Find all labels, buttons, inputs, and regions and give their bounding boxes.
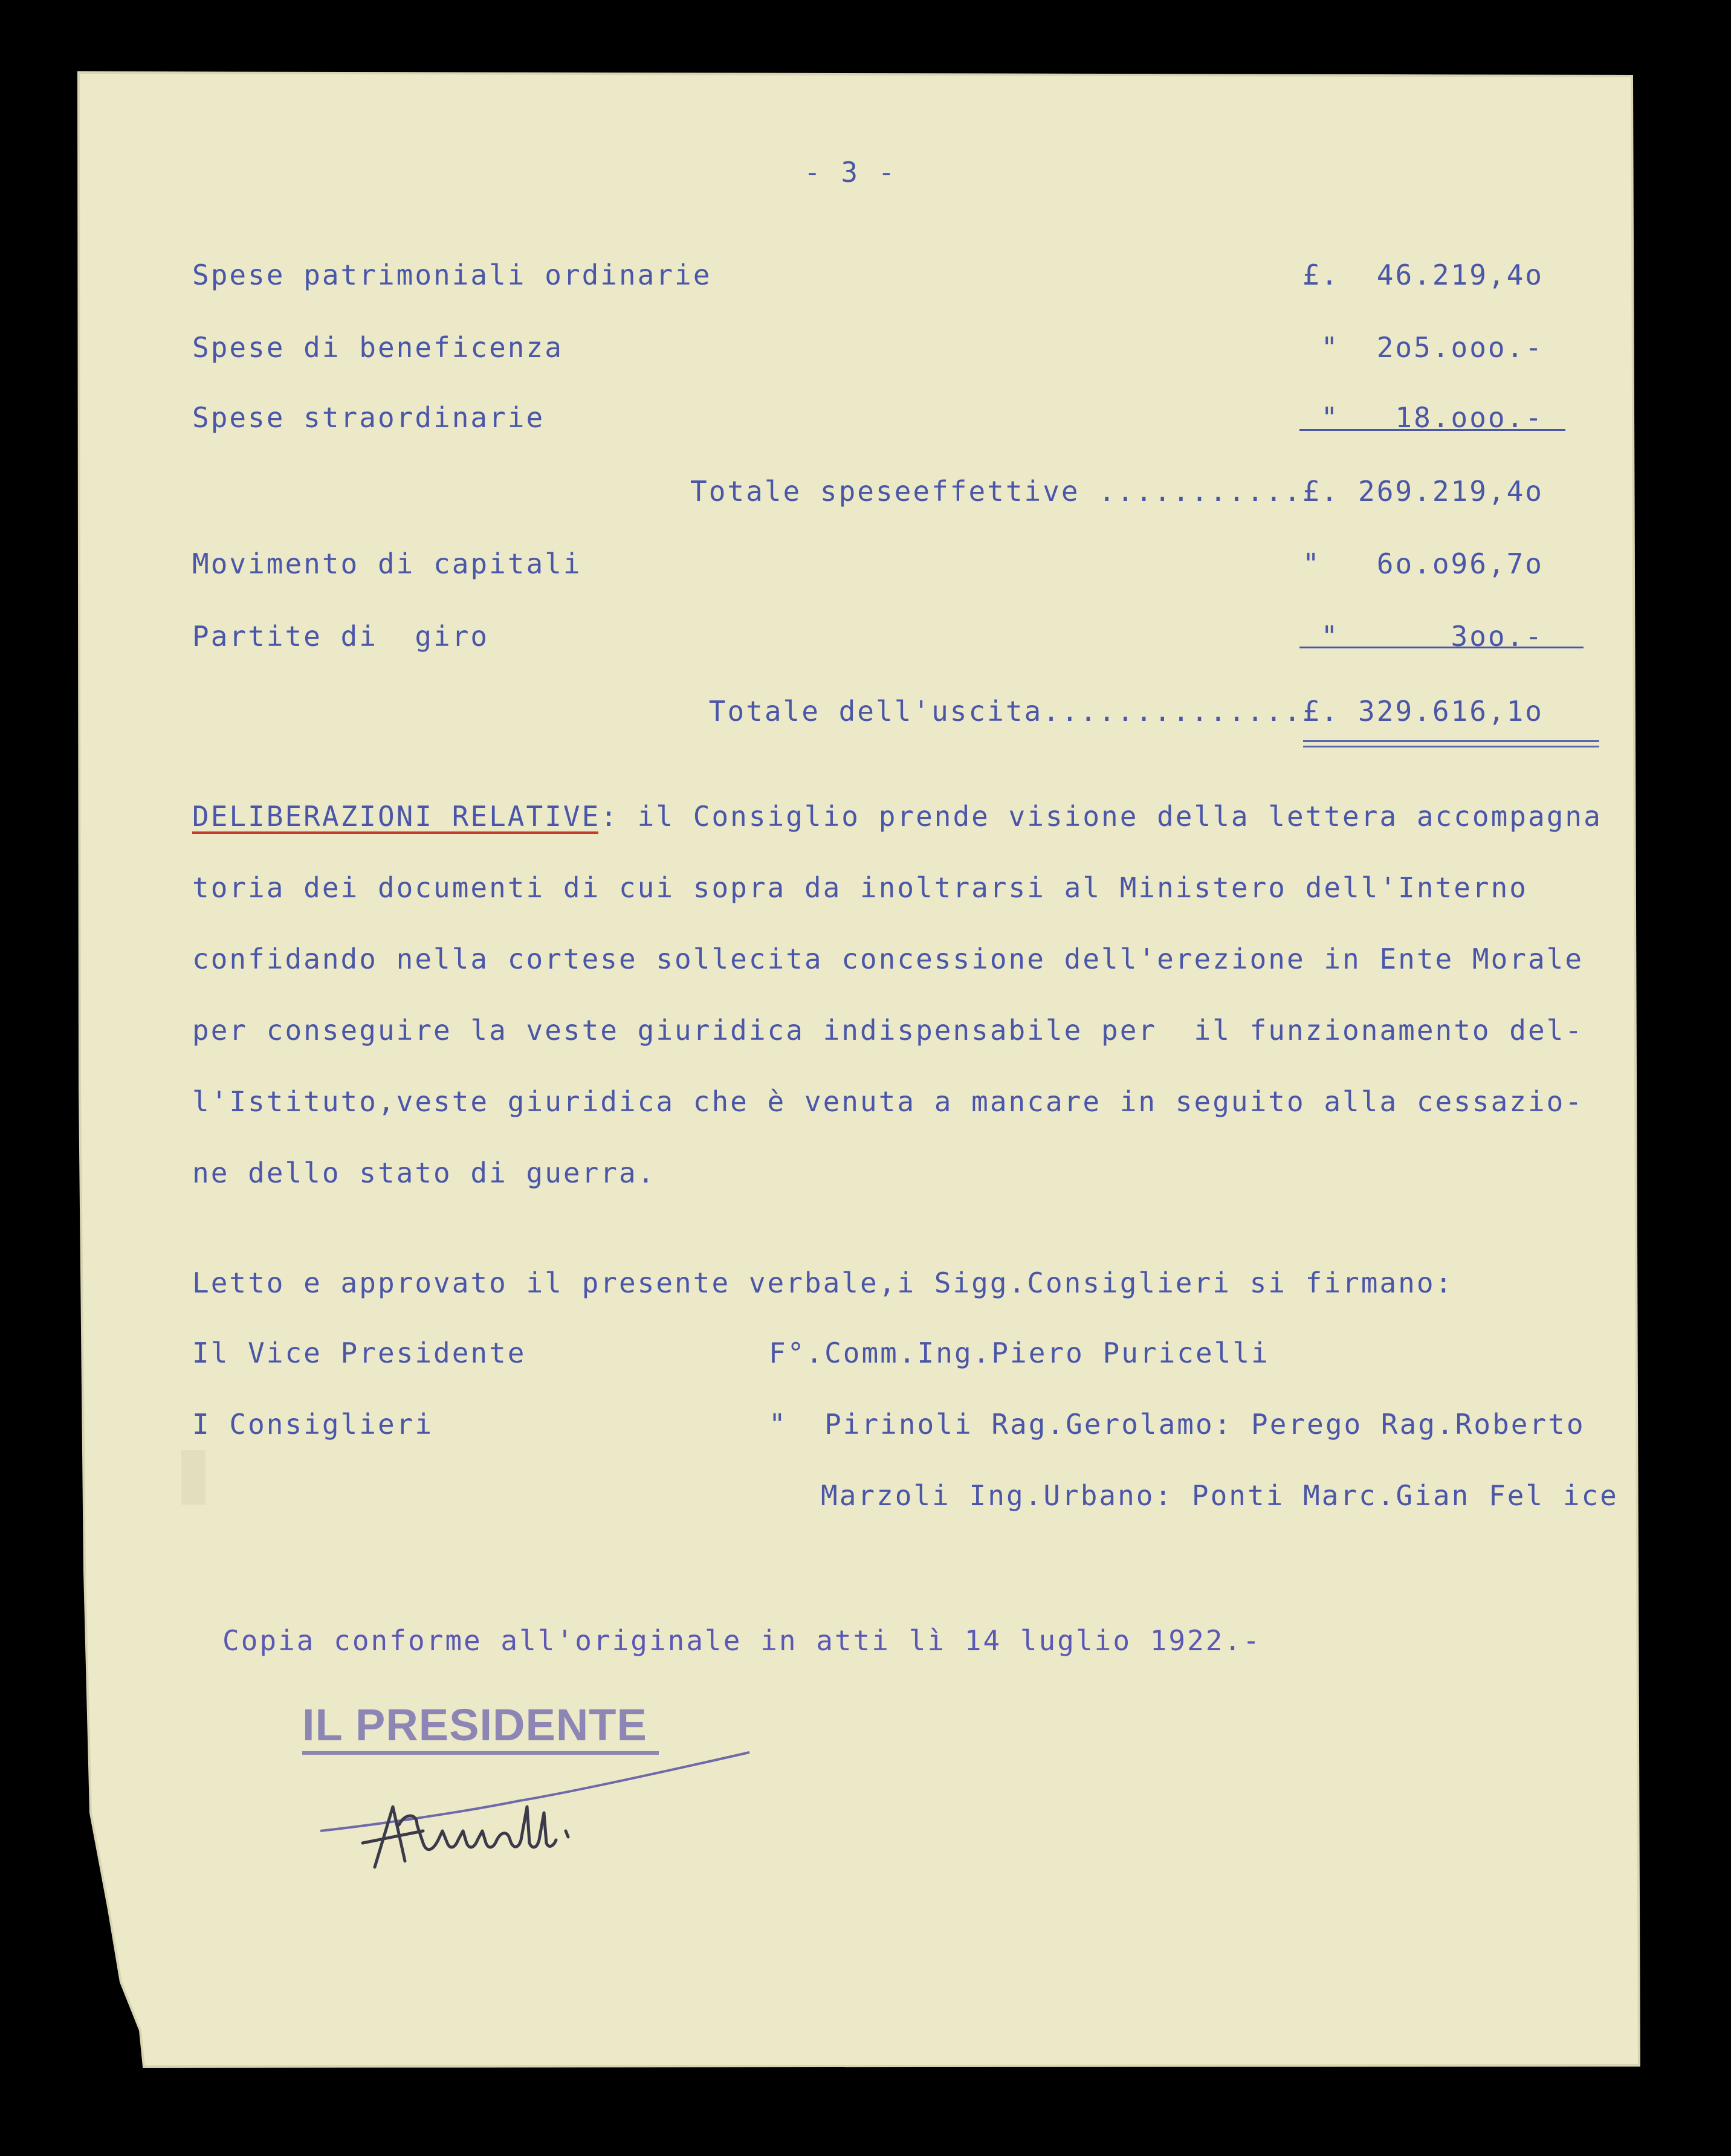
- total-rule: [1299, 647, 1584, 648]
- councillors-names: " Pirinoli Rag.Gerolamo: Perego Rag.Roberto: [769, 1408, 1585, 1441]
- approval-line: Letto e approvato il presente verbale,i Sigg.Consiglieri si firmano:: [192, 1267, 1454, 1299]
- total-double-rule: [1303, 740, 1599, 747]
- councillors-names: Marzoli Ing.Urbano: Ponti Marc.Gian Fel ice: [821, 1479, 1619, 1512]
- expense-amount: £. 46.219,4o: [1302, 259, 1544, 291]
- subtotal-line: Totale speseeffettive ...........£. 269.219,4o: [690, 475, 1544, 508]
- deliberations-line: : il Consiglio prende visione della lettera accompagna: [600, 800, 1602, 833]
- total-line: Totale dell'uscita..............£. 329.616,1o: [708, 695, 1544, 728]
- capital-movement-amount: " 6o.o96,7o: [1302, 547, 1544, 580]
- partite-giro-amount: " 3oo.-: [1321, 620, 1544, 653]
- expense-label: Spese straordinarie: [192, 401, 545, 434]
- deliberations-heading-underline: [192, 831, 598, 834]
- councillors-label: I Consiglieri: [192, 1408, 434, 1441]
- subtotal-rule: [1299, 429, 1565, 431]
- expense-amount: " 2o5.ooo.-: [1321, 331, 1544, 364]
- expense-label: Spese di beneficenza: [192, 331, 563, 364]
- deliberations-line: confidando nella cortese sollecita concessione dell'erezione in Ente Morale: [192, 943, 1584, 975]
- deliberations-line: ne dello stato di guerra.: [192, 1157, 656, 1189]
- signature-icon: [302, 1740, 762, 1885]
- partite-giro-label: Partite di giro: [192, 620, 490, 653]
- certification-line: Copia conforme all'originale in atti lì 14 luglio 1922.-: [222, 1624, 1261, 1657]
- capital-movement-label: Movimento di capitali: [192, 547, 582, 580]
- president-stamp: IL PRESIDENTE: [302, 1700, 647, 1750]
- vice-president-name: F°.Comm.Ing.Piero Puricelli: [769, 1337, 1270, 1369]
- deliberations-line: toria dei documenti di cui sopra da inoltrarsi al Ministero dell'Interno: [192, 871, 1528, 904]
- deliberations-heading: DELIBERAZIONI RELATIVE: [192, 800, 601, 833]
- expense-label: Spese patrimoniali ordinarie: [192, 259, 712, 291]
- deliberations-line: per conseguire la veste giuridica indispensabile per il funzionamento del-: [192, 1014, 1584, 1047]
- vice-president-label: Il Vice Presidente: [192, 1337, 526, 1369]
- page-number: - 3 -: [804, 156, 897, 189]
- deliberations-line: l'Istituto,veste giuridica che è venuta a mancare in seguito alla cessazio-: [192, 1085, 1584, 1118]
- deliberations-paragraph-first: [192, 800, 1602, 833]
- expense-amount: " 18.ooo.-: [1321, 401, 1544, 434]
